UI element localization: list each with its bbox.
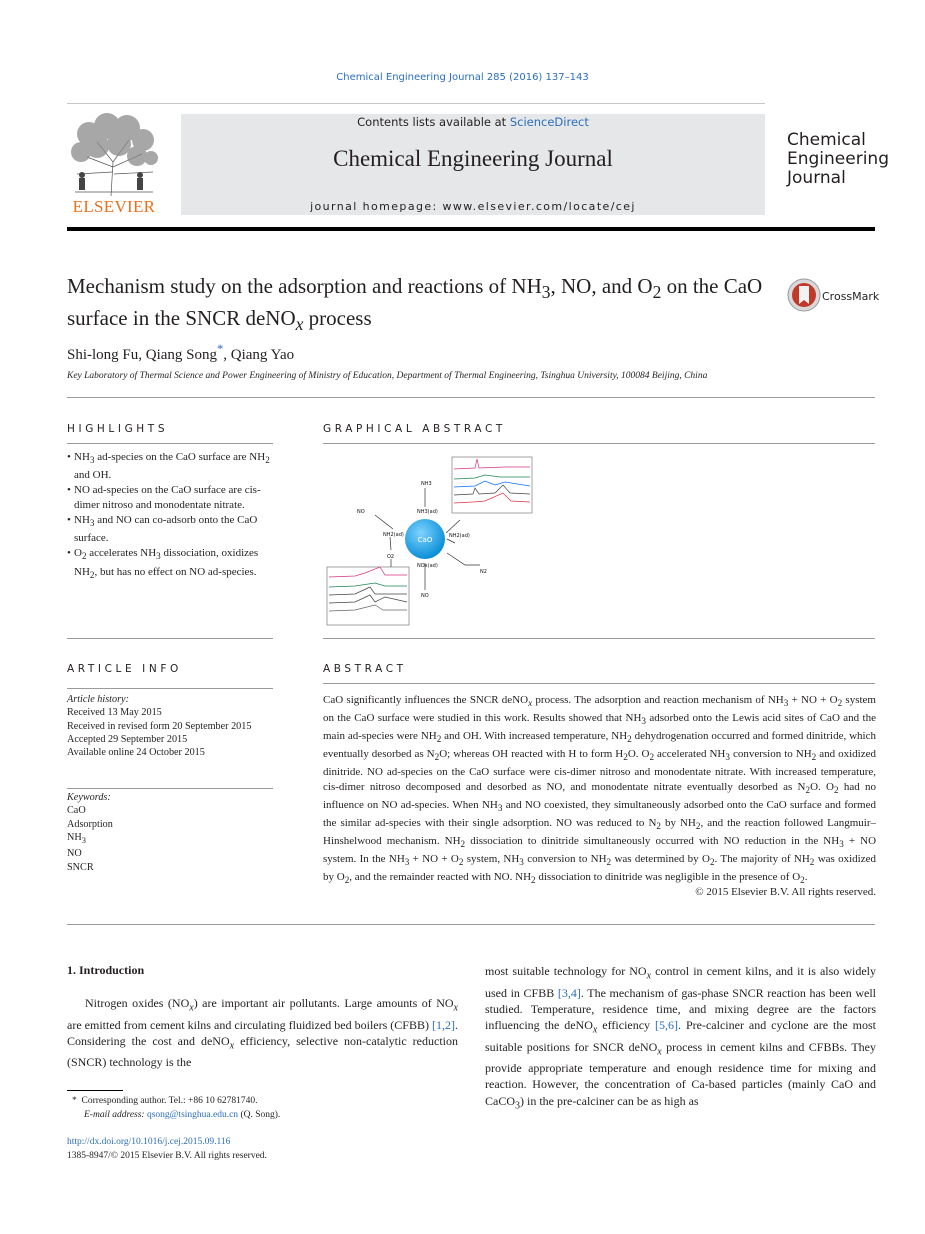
journal-logo-line: Chemical [787, 130, 866, 150]
section-rule [67, 397, 875, 398]
journal-logo-line: Journal [787, 168, 846, 188]
label-nh2ad: NH2(ad) [383, 532, 404, 538]
journal-logo [787, 131, 889, 188]
keyword: $NH_3$ [67, 831, 86, 845]
highlight-item: • $NH_3$ and NO can co-adsorb onto the CaO surface. [67, 513, 277, 546]
label-o2: O2 [387, 554, 395, 560]
header-thick-rule [67, 227, 875, 231]
corresponding-note: Corresponding author. Tel.: +86 10 62781740. [81, 1096, 258, 1106]
keywords-label: Keywords: [67, 792, 111, 803]
online-date: Available online 24 October 2015 [67, 747, 205, 759]
highlight-item: • NO ad-species on the CaO surface are cis-dimer nitroso and monodentate nitrate. [67, 483, 277, 513]
section-rule [67, 443, 273, 444]
crossmark-label[interactable]: CrossMark [822, 290, 880, 303]
journal-homepage[interactable]: journal homepage: www.elsevier.com/locate/cej [310, 200, 636, 213]
article-info-heading: ARTICLE INFO [67, 663, 182, 675]
label-nh3: NH3 [421, 481, 432, 487]
author: Shi-long Fu, [67, 347, 146, 363]
footnote-rule [67, 1090, 123, 1091]
reaction-diagram [325, 455, 540, 630]
spectrum-plot-bottom [327, 567, 409, 625]
footnote-star: * [72, 1096, 82, 1106]
publisher-name: ELSEVIER [72, 197, 156, 216]
highlight-item: • $O_2$ accelerates $NH_3$ dissociation, oxidizes $NH_2$, but has no effect on NO ad-species. [67, 546, 277, 582]
section-heading: 1. Introduction [67, 963, 145, 977]
keyword: Adsorption [67, 818, 113, 830]
contents-prefix: Contents lists available at [357, 115, 510, 129]
keywords [67, 791, 273, 874]
email-label: E-mail address: [84, 1110, 147, 1120]
article-history [67, 693, 273, 759]
section-rule [67, 638, 273, 639]
author: , Qiang Yao [223, 347, 295, 363]
received-date: Received 13 May 2015 [67, 707, 162, 719]
label-nh2ad-right: NH2(ad) [449, 533, 470, 539]
doi-link[interactable]: http://dx.doi.org/10.1016/j.cej.2015.09.116 [67, 1137, 231, 1147]
label-no: NO [357, 509, 365, 515]
accepted-date: Accepted 29 September 2015 [67, 733, 188, 745]
keyword: SNCR [67, 861, 94, 873]
journal-title: Chemical Engineering Journal [333, 146, 613, 171]
author-list [67, 342, 294, 364]
abstract-text: CaO significantly influences the SNCR deNO$_x$ process. The adsorption and reaction mechanism of $NH_3$ + NO + $O_2$ system on the CaO surface were studied in this work. Results showed that $NH_3$ adsorbed onto the Lewis acid sites of CaO and the main ad-species were $NH_2$ and OH. With increased temperature, $NH_2$ dehydrogenation occurred and formed dinitride, which eventually desorbed as $N_2O$; whereas OH reacted with H to form $H_2O$. $O_2$ accelerated $NH_3$ conversion to $NH_2$ and oxidized dinitride. NO ad-species on the CaO surface were cis-dimer nitroso and monodentate nitrate. With increased temperature, cis-dimer nitroso decomposed and desorbed as NO, and monodentate nitrate eventually desorbed as $N_2O$. $O_2$ had no influence on NO ad-species. When $NH_3$ and NO coexisted, they simultaneously adsorbed onto the CaO surface and formed the similar ad-species with their single adsorption. NO was reduced to $N_2$ by $NH_2$, and the reaction followed Langmuir–Hinshelwood mechanism. $NH_2$ dissociation to dinitride simultaneously occurred with NO reduction in the $NH_3$ + NO system. In the $NH_3$ + NO + $O_2$ system, $NH_3$ conversion to $NH_2$ was determined by $O_2$. The majority of $NH_2$ was oxidized by $O_2$, and the remainder reacted with NO. $NH_2$ dissociation to dinitride was negligible in the presence of $O_2$. [323, 694, 877, 885]
revised-date: Received in revised form 20 September 2015 [67, 720, 252, 732]
keyword: NO [67, 848, 82, 860]
section-rule [67, 924, 875, 925]
sciencedirect-link[interactable]: ScienceDirect [509, 115, 589, 129]
section-rule [323, 683, 875, 684]
copyright: © 2015 Elsevier B.V. All rights reserved. [695, 886, 876, 898]
email-link[interactable]: qsong@tsinghua.edu.cn [146, 1110, 239, 1120]
email-suffix: (Q. Song). [238, 1110, 281, 1120]
graphical-abstract-figure [325, 455, 540, 630]
section-rule [67, 788, 273, 789]
footnote [72, 1094, 280, 1122]
abstract-heading: ABSTRACT [323, 663, 407, 675]
contents-line [181, 115, 765, 129]
highlights-heading: HIGHLIGHTS [67, 423, 169, 435]
spectrum-plot-top [452, 457, 532, 513]
history-label: Article history: [67, 694, 129, 705]
label-no-bottom: NO [421, 593, 429, 599]
highlights-list [67, 450, 277, 583]
header-rule [67, 103, 765, 104]
journal-reference[interactable]: Chemical Engineering Journal 285 (2016) 137–143 [336, 72, 589, 83]
label-noxad: NOx(ad) [417, 563, 438, 569]
body-column-left: Nitrogen oxides $(NO_x)$ are important air pollutants. Large amounts of $NO_x$ are emitted from cement kilns and circulating fluidized bed boilers (CFBB) [1,2]. Considering the cost and deNO$_x$ efficiency, selective non-catalytic reduction (SNCR) technology is the [67, 996, 458, 1070]
journal-logo-line: Engineering [787, 149, 889, 169]
affiliation: Key Laboratory of Thermal Science and Power Engineering of Ministry of Education, Department of Thermal Engineering, Tsinghua University, 100084 Beijing, China [67, 371, 708, 381]
article-title: Mechanism study on the adsorption and reactions of $NH_3$, NO, and $O_2$ on the CaO surface in the SNCR deNO$_x$ process [67, 274, 763, 335]
author: Qiang Song [145, 347, 218, 363]
section-rule [323, 443, 875, 444]
label-nh3ad: NH3(ad) [417, 509, 438, 515]
elsevier-tree-icon [67, 112, 161, 198]
section-rule [67, 688, 273, 689]
corresponding-mark[interactable]: * [217, 342, 224, 356]
keyword: CaO [67, 805, 86, 817]
crossmark-icon [787, 278, 821, 312]
graphical-abstract-heading: GRAPHICAL ABSTRACT [323, 423, 506, 435]
highlight-item: • $NH_3$ ad-species on the CaO surface are $NH_2$ and OH. [67, 450, 277, 483]
cao-label: CaO [417, 536, 433, 544]
label-n2: N2 [480, 569, 487, 575]
body-column-right: most suitable technology for $NO_x$ control in cement kilns, and it is also widely used in CFBB [3,4]. The mechanism of gas-phase SNCR reaction has been well studied. Temperature, residence time, and mixing degree are the factors influencing the deNO$_x$ efficiency [5,6]. Pre-calciner and cyclone are the most suitable positions for SNCR deNO$_x$ process in cement kilns and CFBBs. They provide appropriate temperature and enough residence time for mixing and reaction. However, the concentration of Ca-based particles (mainly CaO and CaCO$_3$) in the pre-calciner can be as high as [485, 964, 877, 1111]
issn-line: 1385-8947/© 2015 Elsevier B.V. All rights reserved. [67, 1151, 267, 1161]
section-rule [323, 638, 875, 639]
